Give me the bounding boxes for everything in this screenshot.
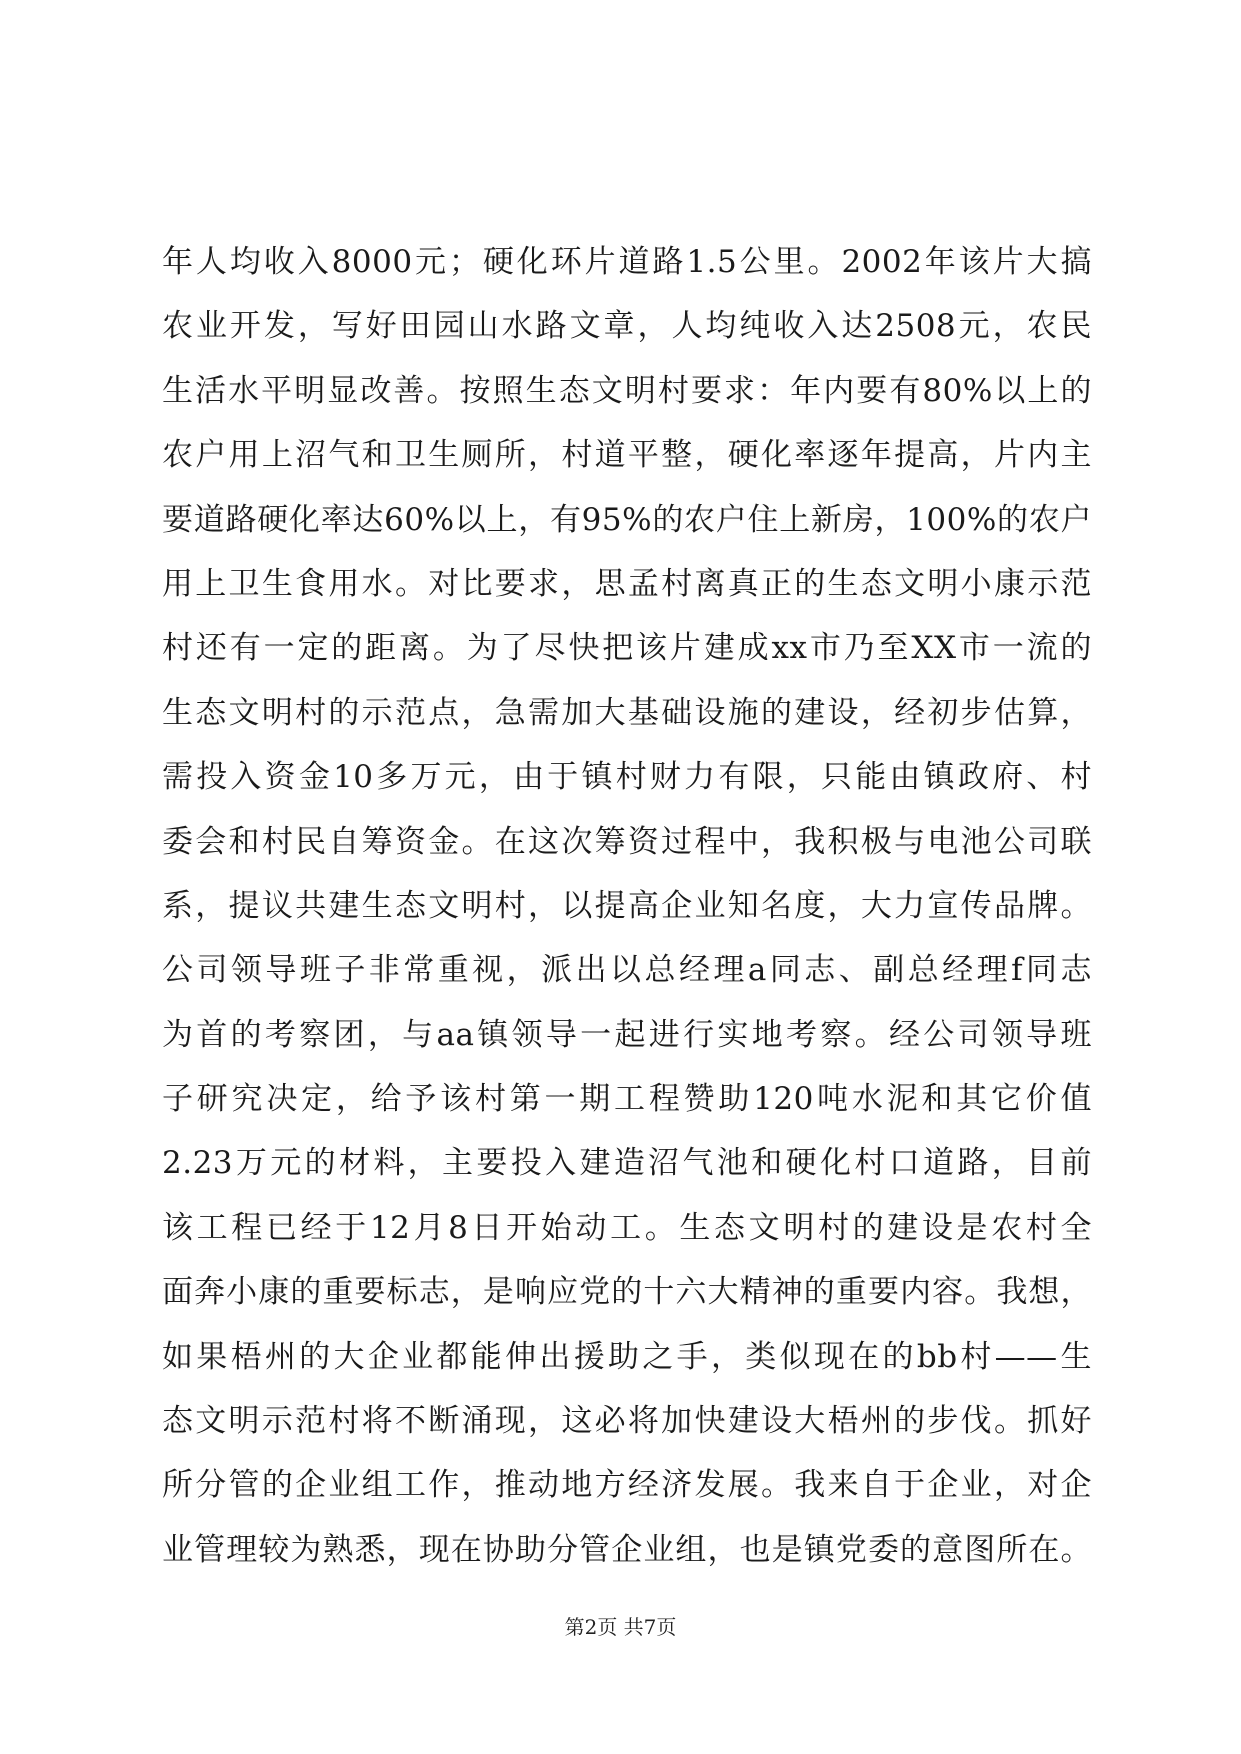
text-line: 所分管的企业组工作，推动地方经济发展。我来自于企业，对企 xyxy=(162,1467,1092,1504)
text-line: 需投入资金10多万元，由于镇村财力有限，只能由镇政府、村 xyxy=(162,759,1092,796)
text-line: 如果梧州的大企业都能伸出援助之手，类似现在的bb村——生 xyxy=(162,1338,1092,1375)
text-line: 该工程已经于12月8日开始动工。生态文明村的建设是农村全 xyxy=(162,1209,1092,1246)
text-line: 农户用上沼气和卫生厕所，村道平整，硬化率逐年提高，片内主 xyxy=(162,437,1092,474)
body-paragraph xyxy=(162,230,1092,1582)
text-line: 态文明示范村将不断涌现，这必将加快建设大梧州的步伐。抓好 xyxy=(162,1403,1092,1440)
text-line: 系，提议共建生态文明村，以提高企业知名度，大力宣传品牌。 xyxy=(162,887,1092,924)
text-line: 为首的考察团，与aa镇领导一起进行实地考察。经公司领导班 xyxy=(162,1016,1092,1053)
text-line: 生态文明村的示范点，急需加大基础设施的建设，经初步估算， xyxy=(162,694,1092,731)
text-line: 公司领导班子非常重视，派出以总经理a同志、副总经理f同志 xyxy=(162,952,1092,989)
text-line: 村还有一定的距离。为了尽快把该片建成xx市乃至XX市一流的 xyxy=(162,630,1092,667)
text-line: 年人均收入8000元；硬化环片道路1.5公里。2002年该片大搞 xyxy=(162,244,1092,280)
text-line: 委会和村民自筹资金。在这次筹资过程中，我积极与电池公司联 xyxy=(162,823,1092,860)
text-line: 生活水平明显改善。按照生态文明村要求：年内要有80%以上的 xyxy=(162,372,1092,409)
text-line: 面奔小康的重要标志，是响应党的十六大精神的重要内容。我想， xyxy=(162,1274,1092,1311)
text-line: 用上卫生食用水。对比要求，思孟村离真正的生态文明小康示范 xyxy=(162,565,1092,602)
page-number: 第2页 共7页 xyxy=(564,1615,677,1639)
text-line: 2.23万元的材料，主要投入建造沼气池和硬化村口道路，目前 xyxy=(162,1145,1092,1182)
text-line: 农业开发，写好田园山水路文章，人均纯收入达2508元，农民 xyxy=(162,308,1092,345)
text-line: 要道路硬化率达60%以上，有95%的农户住上新房，100%的农户 xyxy=(162,501,1092,538)
text-line: 业管理较为熟悉，现在协助分管企业组，也是镇党委的意图所在。 xyxy=(162,1531,1092,1568)
text-line: 子研究决定，给予该村第一期工程赞助120吨水泥和其它价值 xyxy=(162,1081,1092,1118)
